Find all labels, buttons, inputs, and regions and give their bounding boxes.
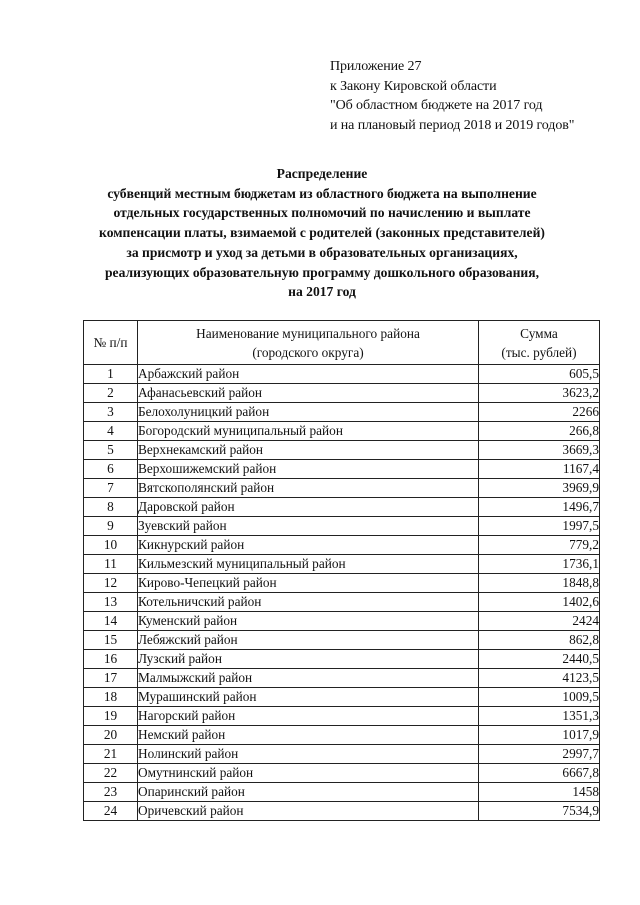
row-number: 5 (84, 441, 138, 460)
row-amount: 1351,3 (479, 707, 600, 726)
row-amount: 605,5 (479, 365, 600, 384)
table-row (84, 726, 600, 745)
subsidy-table (83, 320, 600, 821)
row-number: 21 (84, 745, 138, 764)
row-amount: 6667,8 (479, 764, 600, 783)
table-row (84, 555, 600, 574)
row-amount: 1009,5 (479, 688, 600, 707)
row-district-name: Котельничский район (138, 593, 479, 612)
table-row (84, 631, 600, 650)
row-number: 19 (84, 707, 138, 726)
row-amount: 2440,5 (479, 650, 600, 669)
table-row (84, 612, 600, 631)
table-row (84, 384, 600, 403)
title-line: отдельных государственных полномочий по начислению и выплате (113, 205, 531, 221)
row-number: 16 (84, 650, 138, 669)
title-line: реализующих образовательную программу дошкольного образования, (104, 264, 540, 280)
row-amount: 1848,8 (479, 574, 600, 593)
row-district-name: Оричевский район (138, 802, 479, 821)
row-number: 7 (84, 479, 138, 498)
row-number: 8 (84, 498, 138, 517)
row-district-name: Мурашинский район (138, 688, 479, 707)
header-sum-line2: (тыс. рублей) (501, 344, 577, 360)
appendix-line: к Закону Кировской области (330, 78, 497, 94)
row-district-name: Малмыжский район (138, 669, 479, 688)
row-number: 11 (84, 555, 138, 574)
row-amount: 1402,6 (479, 593, 600, 612)
table-row (84, 498, 600, 517)
appendix-line: Приложение 27 (330, 59, 422, 74)
table-row (84, 574, 600, 593)
row-number: 24 (84, 802, 138, 821)
header-sum (479, 321, 600, 365)
table-row (84, 650, 600, 669)
row-district-name: Зуевский район (138, 517, 479, 536)
row-amount: 3623,2 (479, 384, 600, 403)
row-amount: 7534,9 (479, 802, 600, 821)
row-district-name: Лебяжский район (138, 631, 479, 650)
row-number: 4 (84, 422, 138, 441)
row-number: 13 (84, 593, 138, 612)
row-amount: 1496,7 (479, 498, 600, 517)
row-amount: 266,8 (479, 422, 600, 441)
row-district-name: Арбажский район (138, 365, 479, 384)
table-row (84, 479, 600, 498)
row-number: 20 (84, 726, 138, 745)
table-row (84, 517, 600, 536)
row-district-name: Кикнурский район (138, 536, 479, 555)
row-amount: 2424 (479, 612, 600, 631)
title-line: на 2017 год (288, 284, 356, 300)
header-name-line1: Наименование муниципального района (196, 325, 420, 341)
row-amount: 3969,9 (479, 479, 600, 498)
row-district-name: Нолинский район (138, 745, 479, 764)
table-row (84, 441, 600, 460)
table-header-row (84, 321, 600, 365)
row-district-name: Лузский район (138, 650, 479, 669)
row-district-name: Даровской район (138, 498, 479, 517)
row-amount: 1736,1 (479, 555, 600, 574)
table-row (84, 422, 600, 441)
row-number: 18 (84, 688, 138, 707)
header-name (138, 321, 479, 365)
row-district-name: Верхнекамский район (138, 441, 479, 460)
row-number: 14 (84, 612, 138, 631)
row-district-name: Куменский район (138, 612, 479, 631)
row-number: 2 (84, 384, 138, 403)
table-row (84, 707, 600, 726)
row-number: 10 (84, 536, 138, 555)
row-district-name: Афанасьевский район (138, 384, 479, 403)
table-body (84, 365, 600, 821)
table-row (84, 745, 600, 764)
row-amount: 2997,7 (479, 745, 600, 764)
row-number: 17 (84, 669, 138, 688)
appendix-note (330, 57, 574, 135)
row-district-name: Немский район (138, 726, 479, 745)
row-district-name: Омутнинский район (138, 764, 479, 783)
table-row (84, 460, 600, 479)
row-amount: 4123,5 (479, 669, 600, 688)
appendix-line: "Об областном бюджете на 2017 год (330, 98, 543, 113)
row-district-name: Нагорский район (138, 707, 479, 726)
row-number: 22 (84, 764, 138, 783)
row-number: 3 (84, 403, 138, 422)
title-line: субвенций местным бюджетам из областного бюджета на выполнение (107, 185, 537, 201)
document-title (60, 164, 584, 302)
table-row (84, 764, 600, 783)
table-row (84, 593, 600, 612)
row-district-name: Кильмезский муниципальный район (138, 555, 479, 574)
row-number: 1 (84, 365, 138, 384)
table-row (84, 783, 600, 802)
row-district-name: Вятскополянский район (138, 479, 479, 498)
row-amount: 1458 (479, 783, 600, 802)
table-row (84, 365, 600, 384)
header-sum-line1: Сумма (520, 325, 558, 341)
table-row (84, 669, 600, 688)
title-line: за присмотр и уход за детьми в образовательных организациях, (126, 244, 518, 260)
appendix-line: и на плановый период 2018 и 2019 годов" (330, 117, 575, 133)
row-amount: 1167,4 (479, 460, 600, 479)
title-line: Распределение (276, 166, 368, 181)
row-district-name: Верхошижемский район (138, 460, 479, 479)
row-number: 15 (84, 631, 138, 650)
row-amount: 2266 (479, 403, 600, 422)
row-district-name: Опаринский район (138, 783, 479, 802)
row-number: 6 (84, 460, 138, 479)
row-amount: 1997,5 (479, 517, 600, 536)
row-number: 12 (84, 574, 138, 593)
row-number: 23 (84, 783, 138, 802)
row-district-name: Богородский муниципальный район (138, 422, 479, 441)
row-amount: 3669,3 (479, 441, 600, 460)
row-district-name: Белохолуницкий район (138, 403, 479, 422)
table-row (84, 688, 600, 707)
header-num-text: № п/п (93, 335, 128, 350)
title-line: компенсации платы, взимаемой с родителей (законных представителей) (99, 225, 545, 241)
table-row (84, 536, 600, 555)
table-row (84, 403, 600, 422)
row-district-name: Кирово-Чепецкий район (138, 574, 479, 593)
header-num (84, 321, 138, 365)
row-amount: 1017,9 (479, 726, 600, 745)
row-number: 9 (84, 517, 138, 536)
row-amount: 779,2 (479, 536, 600, 555)
table-row (84, 802, 600, 821)
header-name-line2: (городского округа) (252, 344, 364, 360)
row-amount: 862,8 (479, 631, 600, 650)
